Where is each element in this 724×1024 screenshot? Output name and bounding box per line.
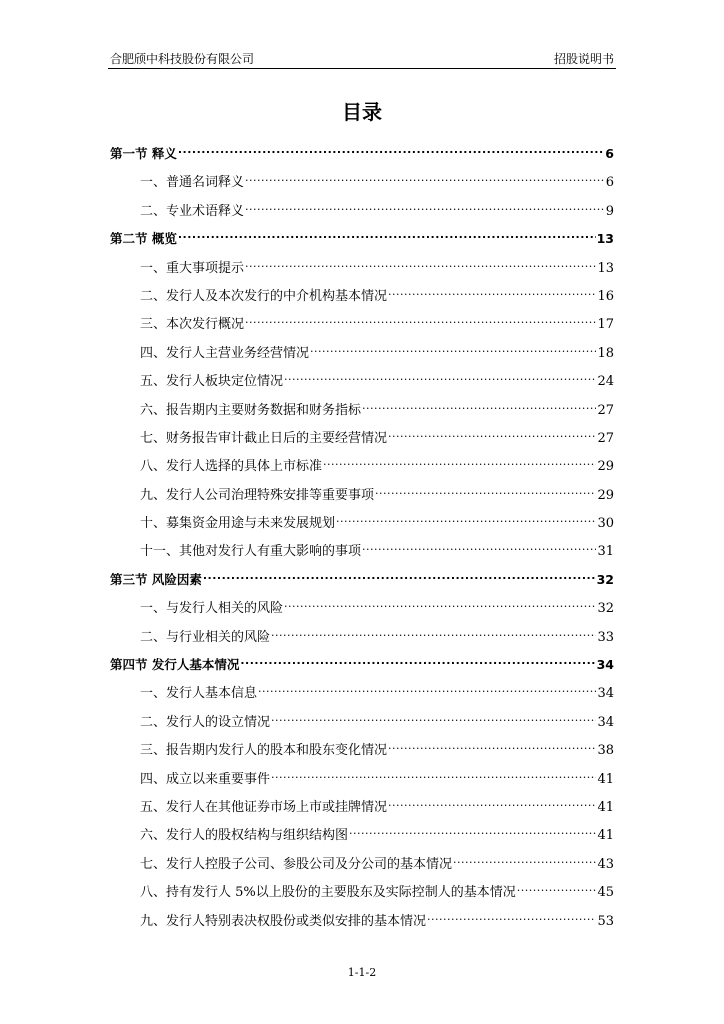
toc-page-number: 32 xyxy=(597,601,614,617)
toc-section[interactable] xyxy=(110,564,614,592)
toc-label: 九、发行人公司治理特殊安排等重要事项 xyxy=(140,487,375,503)
toc-item[interactable] xyxy=(110,706,614,734)
toc-leader-dots xyxy=(245,252,596,272)
toc-page-number: 34 xyxy=(596,657,614,673)
toc-label: 第二节 概览 xyxy=(110,231,177,247)
toc-page-number: 27 xyxy=(597,402,614,418)
toc-label: 七、财务报告审计截止日后的主要经营情况 xyxy=(140,430,388,446)
toc-label: 一、重大事项提示 xyxy=(140,260,245,276)
toc-leader-dots xyxy=(388,791,596,811)
toc-section[interactable] xyxy=(110,223,614,251)
toc-leader-dots xyxy=(517,876,597,896)
toc-item[interactable] xyxy=(110,308,614,336)
toc-label: 十、募集资金用途与未来发展规划 xyxy=(140,516,336,532)
toc-page-number: 13 xyxy=(596,231,614,247)
toc-leader-dots xyxy=(336,507,596,527)
toc-item[interactable] xyxy=(110,394,614,422)
toc-leader-dots xyxy=(388,280,596,300)
toc-item[interactable] xyxy=(110,592,614,620)
toc-leader-dots xyxy=(323,450,596,470)
toc-label: 五、发行人板块定位情况 xyxy=(140,374,284,390)
toc-label: 六、报告期内主要财务数据和财务指标 xyxy=(140,402,362,418)
toc-label: 八、持有发行人 5%以上股份的主要股东及实际控制人的基本情况 xyxy=(140,885,516,901)
toc-leader-dots xyxy=(375,479,596,499)
toc-label: 一、普通名词释义 xyxy=(140,175,245,191)
toc-page-number: 17 xyxy=(597,317,614,333)
toc-page-number: 9 xyxy=(605,203,614,219)
toc-leader-dots xyxy=(245,195,605,215)
company-name: 合肥颀中科技股份有限公司 xyxy=(110,52,255,66)
toc-page-number: 45 xyxy=(597,885,614,901)
toc-label: 四、发行人主营业务经营情况 xyxy=(140,345,310,361)
toc-item[interactable] xyxy=(110,848,614,876)
page-header xyxy=(108,48,616,69)
toc-item[interactable] xyxy=(110,252,614,280)
toc-leader-dots xyxy=(271,621,596,641)
toc-item[interactable] xyxy=(110,479,614,507)
toc-section[interactable] xyxy=(110,649,614,677)
toc-page-number: 16 xyxy=(597,288,614,304)
toc-item[interactable] xyxy=(110,621,614,649)
toc-leader-dots xyxy=(271,763,596,783)
toc-leader-dots xyxy=(258,677,596,697)
toc-page-number: 41 xyxy=(597,828,614,844)
toc-leader-dots xyxy=(284,365,596,385)
toc-leader-dots xyxy=(240,649,595,669)
toc-label: 三、报告期内发行人的股本和股东变化情况 xyxy=(140,743,388,759)
toc-leader-dots xyxy=(245,308,596,328)
toc-leader-dots xyxy=(453,848,596,868)
toc-leader-dots xyxy=(388,734,596,754)
toc-page-number: 53 xyxy=(597,913,614,929)
toc-label: 第三节 风险因素 xyxy=(110,571,202,587)
toc-item[interactable] xyxy=(110,876,614,904)
toc-page-number: 24 xyxy=(597,374,614,390)
page-number: 1-1-2 xyxy=(347,966,377,979)
toc-item[interactable] xyxy=(110,365,614,393)
toc-label: 一、发行人基本信息 xyxy=(140,686,258,702)
toc-section[interactable] xyxy=(110,138,614,166)
toc-leader-dots xyxy=(388,422,596,442)
toc-item[interactable] xyxy=(110,337,614,365)
toc-item[interactable] xyxy=(110,535,614,563)
toc-page-number: 41 xyxy=(597,771,614,787)
toc-item[interactable] xyxy=(110,734,614,762)
toc-leader-dots xyxy=(349,819,596,839)
toc-item[interactable] xyxy=(110,677,614,705)
toc-label: 二、专业术语释义 xyxy=(140,203,245,219)
toc-leader-dots xyxy=(427,905,596,925)
table-of-contents xyxy=(110,138,614,933)
toc-page-number: 43 xyxy=(597,856,614,872)
toc-label: 一、与发行人相关的风险 xyxy=(140,601,284,617)
toc-page-number: 34 xyxy=(597,686,614,702)
toc-item[interactable] xyxy=(110,166,614,194)
toc-item[interactable] xyxy=(110,791,614,819)
toc-leader-dots xyxy=(284,592,596,612)
toc-label: 八、发行人选择的具体上市标准 xyxy=(140,459,323,475)
toc-page-number: 30 xyxy=(597,516,614,532)
toc-item[interactable] xyxy=(110,195,614,223)
toc-page-number: 13 xyxy=(597,260,614,276)
toc-page-number: 29 xyxy=(597,487,614,503)
toc-leader-dots xyxy=(362,394,596,414)
toc-label: 第四节 发行人基本情况 xyxy=(110,657,240,673)
toc-label: 二、发行人及本次发行的中介机构基本情况 xyxy=(140,288,388,304)
toc-label: 三、本次发行概况 xyxy=(140,317,245,333)
toc-label: 六、发行人的股权结构与组织结构图 xyxy=(140,828,349,844)
toc-page-number: 29 xyxy=(597,459,614,475)
toc-page-number: 32 xyxy=(596,571,614,587)
toc-label: 四、成立以来重要事件 xyxy=(140,771,271,787)
toc-page-number: 38 xyxy=(597,743,614,759)
document-type: 招股说明书 xyxy=(553,52,614,66)
toc-item[interactable] xyxy=(110,280,614,308)
toc-leader-dots xyxy=(271,706,596,726)
toc-page-number: 18 xyxy=(597,345,614,361)
toc-leader-dots xyxy=(310,337,596,357)
toc-page-number: 27 xyxy=(597,430,614,446)
toc-page-number: 6 xyxy=(605,146,614,161)
toc-page-number: 6 xyxy=(605,175,614,191)
page-title: 目录 xyxy=(342,100,382,124)
toc-label: 七、发行人控股子公司、参股公司及分公司的基本情况 xyxy=(140,856,453,872)
toc-leader-dots xyxy=(178,138,604,158)
toc-label: 九、发行人特别表决权股份或类似安排的基本情况 xyxy=(140,913,427,929)
toc-page-number: 31 xyxy=(597,544,614,560)
toc-label: 十一、其他对发行人有重大影响的事项 xyxy=(140,544,362,560)
toc-item[interactable] xyxy=(110,819,614,847)
toc-leader-dots xyxy=(203,564,596,584)
toc-item[interactable] xyxy=(110,422,614,450)
toc-item[interactable] xyxy=(110,450,614,478)
toc-leader-dots xyxy=(178,223,596,243)
toc-page-number: 41 xyxy=(597,799,614,815)
toc-page-number: 34 xyxy=(597,714,614,730)
toc-item[interactable] xyxy=(110,763,614,791)
toc-page-number: 33 xyxy=(597,629,614,645)
toc-label: 五、发行人在其他证券市场上市或挂牌情况 xyxy=(140,799,388,815)
toc-item[interactable] xyxy=(110,507,614,535)
toc-leader-dots xyxy=(362,535,596,555)
toc-label: 第一节 释义 xyxy=(110,146,177,161)
toc-label: 二、与行业相关的风险 xyxy=(140,629,271,645)
toc-label: 二、发行人的设立情况 xyxy=(140,714,271,730)
toc-leader-dots xyxy=(245,166,605,186)
toc-item[interactable] xyxy=(110,905,614,933)
